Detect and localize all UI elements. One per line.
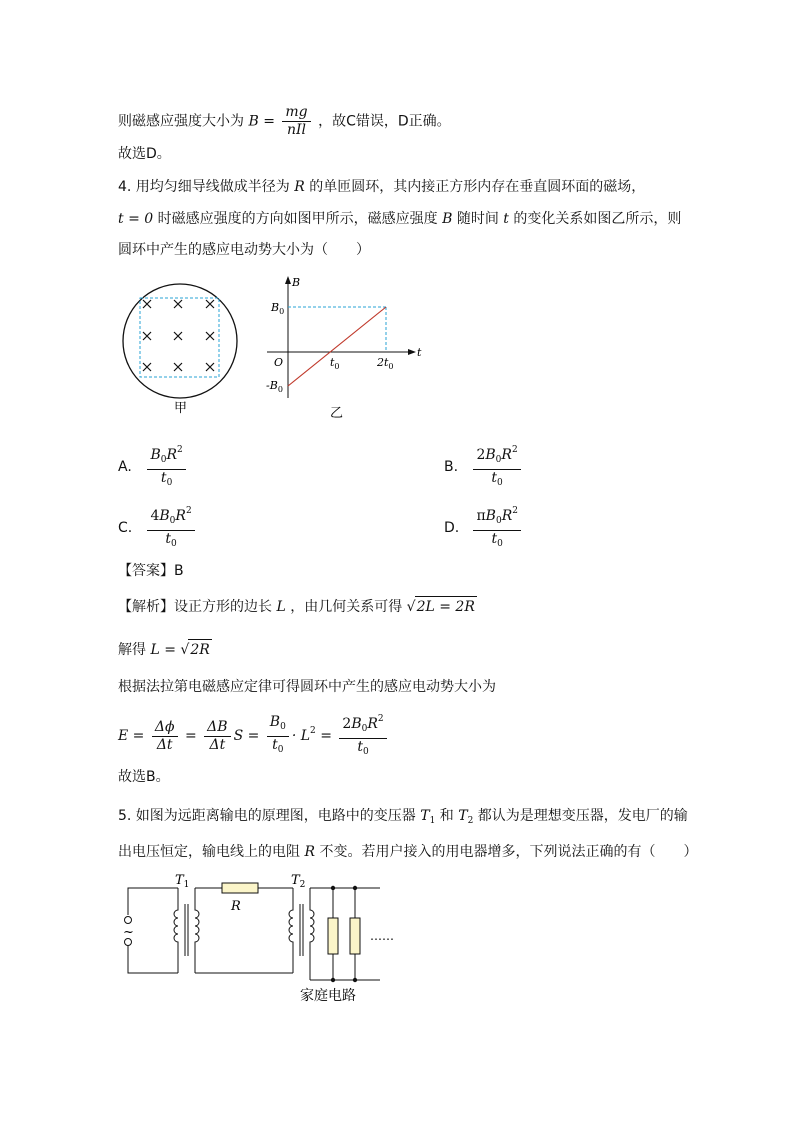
graph-x-arrow — [408, 349, 416, 355]
junction-bottom-2 — [353, 978, 357, 982]
top-equals: = — [263, 113, 275, 130]
analysis-l-symbol: L — [276, 599, 286, 615]
option-a[interactable] — [118, 442, 189, 492]
q4-formula: E = $\frac{\Delta\phi}{\Delta t}$ = $\frac{\Delta B}{\Delta t}$ S = $\frac{B_0}{t_0}$ · $L^2$ = $\frac{2B_0R^2}{t_0}$ — [118, 711, 390, 761]
option-a-label: A. — [118, 459, 132, 475]
option-d[interactable] — [444, 503, 524, 553]
circuit-diagram — [118, 870, 418, 1010]
q4-r-symbol: R — [294, 179, 305, 195]
field-crosses — [143, 300, 214, 371]
option-b[interactable] — [444, 442, 524, 492]
q4-line1-text-b: 的单匝圆环，其内接正方形内存在垂直圆环面的磁场， — [309, 179, 646, 195]
graph-t0-label: $t_0$ — [330, 356, 340, 371]
q5-t2: $T_2$ — [458, 808, 474, 826]
analysis-text-a: 【解析】设正方形的边长 — [118, 599, 272, 615]
analysis-text-b: ，由几何关系可得 — [290, 599, 403, 615]
q4-line2-text-b: 随时间 — [456, 211, 499, 227]
top-b-symbol: B — [248, 113, 259, 130]
graph-b0-label: $B_0$ — [271, 301, 285, 316]
formula-dphi-dt: $\frac{\Delta\phi}{\Delta t}$ — [152, 719, 178, 754]
option-b-label: B. — [444, 459, 459, 475]
q5-line1: 5. 如图为远距离输电的原理图，电路中的变压器 $T_1$ 和 $T_2$ 都认为是理想变压器，发电厂的输 — [118, 808, 688, 826]
q4-line2-text-c: 的变化关系如图乙所示，则 — [513, 211, 682, 227]
q4-b-symbol: B — [442, 211, 453, 227]
load1-resistor — [328, 918, 338, 954]
resistor-label: R — [231, 899, 241, 914]
option-a-fraction: $\frac{B_0R^2}{t_0}$ — [147, 442, 185, 492]
source-tilde: ~ — [123, 925, 134, 940]
transmission-resistor — [222, 883, 258, 893]
figure-jia — [118, 278, 248, 418]
top-conclusion-line — [118, 104, 451, 139]
q4-analysis — [118, 596, 477, 617]
junction-bottom-1 — [331, 978, 335, 982]
graph-origin-label: O — [274, 356, 284, 369]
figure-yi — [262, 274, 432, 424]
q4-law: 根据法拉第电磁感应定律可得圆环中产生的感应电动势大小为 — [118, 679, 496, 695]
q4-solve — [118, 639, 212, 660]
t2-primary-coil — [289, 888, 293, 973]
junction-top-1 — [331, 886, 335, 890]
formula-b0-t0: $\frac{B_0}{t_0}$ — [267, 714, 289, 759]
formula-result: $\frac{2B_0R^2}{t_0}$ — [339, 711, 386, 761]
t2-secondary-coil — [310, 888, 314, 973]
q5-line2: 出电压恒定，输电线上的电阻 R 不变。若用户接入的用电器增多，下列说法正确的有（ ） — [118, 844, 698, 860]
formula-e: E = — [118, 728, 145, 744]
solve-text: 解得 — [118, 642, 146, 658]
option-d-fraction: $\frac{\pi B_0R^2}{t_0}$ — [473, 503, 521, 553]
t1-label: $T_1$ — [175, 873, 190, 890]
sqrt-sign-2: √ — [180, 642, 190, 658]
household-caption: 家庭电路 — [300, 988, 356, 1004]
figure-jia-label: 甲 — [174, 401, 188, 416]
top-prefix: 则磁感应强度大小为 — [118, 113, 244, 130]
t1-secondary-coil — [195, 888, 199, 973]
choose-d-line: 故选D。 — [118, 146, 171, 162]
graph-b-label: B — [292, 276, 301, 289]
top-fraction — [282, 104, 310, 139]
option-d-label: D. — [444, 520, 460, 536]
sqrt-sign: √ — [406, 599, 416, 615]
graph-b-line — [288, 307, 386, 386]
graph-y-arrow — [285, 276, 291, 284]
analysis-relation: 2L = 2R — [415, 596, 477, 617]
q4-line3: 圆环中产生的感应电动势大小为（ ） — [118, 242, 370, 258]
top-fraction-denominator: nIl — [287, 122, 307, 138]
graph-t-label: t — [417, 346, 422, 359]
q4-line2 — [118, 209, 681, 229]
option-c[interactable] — [118, 503, 198, 553]
formula-db-dt: $\frac{\Delta B}{\Delta t}$ — [204, 719, 230, 754]
source-terminal-top — [125, 917, 132, 924]
q5-r-symbol: R — [304, 844, 315, 860]
top-suffix: ，故C错误，D正确。 — [318, 113, 451, 130]
q4-line1 — [118, 177, 645, 197]
more-loads-dots: …… — [370, 929, 394, 943]
q4-line1-text: 4. 用均匀细导线做成半径为 — [118, 179, 290, 195]
q4-t-symbol: t — [503, 211, 509, 227]
q5-t1: $T_1$ — [420, 808, 436, 826]
graph-neg-b0-label: $-B_0$ — [266, 379, 283, 394]
q4-answer: 【答案】B — [118, 563, 184, 579]
t1-primary-coil — [174, 888, 178, 973]
q4-t-zero: t = 0 — [118, 211, 154, 227]
option-c-label: C. — [118, 520, 133, 536]
option-c-fraction: $\frac{4B_0R^2}{t_0}$ — [147, 503, 194, 553]
junction-top-2 — [353, 886, 357, 890]
q4-line2-text-a: 时磁感应强度的方向如图甲所示，磁感应强度 — [157, 211, 438, 227]
t2-label: $T_2$ — [291, 873, 306, 890]
q4-choose: 故选B。 — [118, 769, 170, 785]
top-fraction-numerator: mg — [282, 104, 310, 122]
source-wire — [128, 888, 178, 973]
figure-yi-label: 乙 — [330, 406, 344, 421]
solve-l-equals: L = — [150, 642, 176, 658]
graph-2t0-label: $2t_0$ — [377, 356, 394, 371]
option-b-fraction: $\frac{2B_0R^2}{t_0}$ — [473, 442, 520, 492]
solve-value: 2R — [188, 639, 211, 660]
load2-resistor — [350, 918, 360, 954]
